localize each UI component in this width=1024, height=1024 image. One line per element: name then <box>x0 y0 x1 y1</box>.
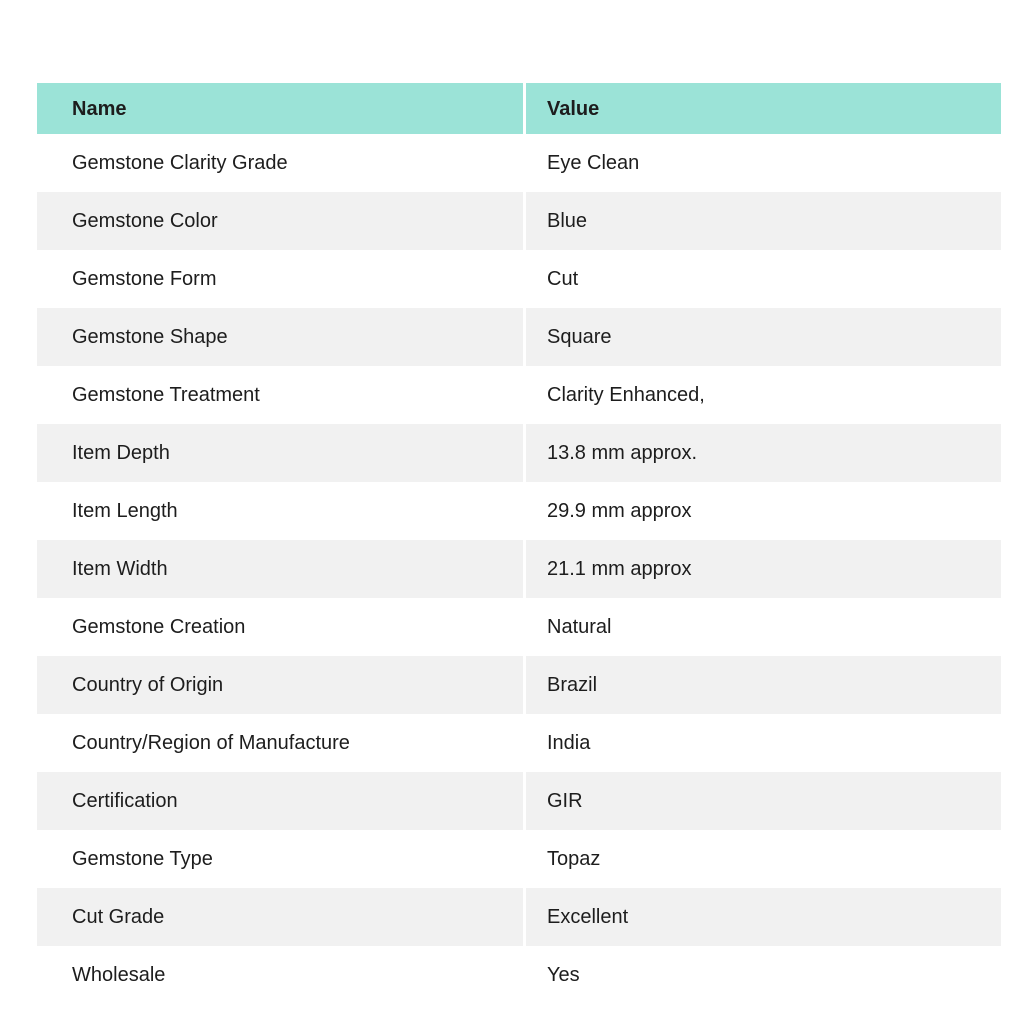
table-row <box>37 424 1001 482</box>
row-value: Eye Clean <box>526 134 1001 192</box>
table-row <box>37 540 1001 598</box>
column-header-value: Value <box>526 83 1001 134</box>
table-row <box>37 772 1001 830</box>
row-value: 21.1 mm approx <box>526 540 1001 598</box>
row-value: GIR <box>526 772 1001 830</box>
row-value: Cut <box>526 250 1001 308</box>
row-name: Gemstone Type <box>37 830 523 888</box>
table-row <box>37 656 1001 714</box>
row-value: Natural <box>526 598 1001 656</box>
row-value: Clarity Enhanced, <box>526 366 1001 424</box>
item-specifics-table <box>37 83 1001 1004</box>
column-header-name: Name <box>37 83 523 134</box>
table-header-row <box>37 83 1001 134</box>
row-name: Gemstone Clarity Grade <box>37 134 523 192</box>
table-row <box>37 308 1001 366</box>
row-value: India <box>526 714 1001 772</box>
row-value: Blue <box>526 192 1001 250</box>
table-row <box>37 946 1001 1004</box>
row-name: Gemstone Color <box>37 192 523 250</box>
row-name: Item Width <box>37 540 523 598</box>
row-name: Country/Region of Manufacture <box>37 714 523 772</box>
row-name: Gemstone Form <box>37 250 523 308</box>
table-row <box>37 366 1001 424</box>
row-value: Square <box>526 308 1001 366</box>
table-row <box>37 714 1001 772</box>
table-row <box>37 250 1001 308</box>
table-row <box>37 482 1001 540</box>
row-value: Brazil <box>526 656 1001 714</box>
table-row <box>37 192 1001 250</box>
row-value: 13.8 mm approx. <box>526 424 1001 482</box>
row-value: 29.9 mm approx <box>526 482 1001 540</box>
row-name: Gemstone Treatment <box>37 366 523 424</box>
table-row <box>37 598 1001 656</box>
row-name: Cut Grade <box>37 888 523 946</box>
row-name: Wholesale <box>37 946 523 1004</box>
table-row <box>37 134 1001 192</box>
row-name: Certification <box>37 772 523 830</box>
row-value: Yes <box>526 946 1001 1004</box>
row-name: Gemstone Creation <box>37 598 523 656</box>
table-row <box>37 888 1001 946</box>
row-name: Item Length <box>37 482 523 540</box>
row-name: Gemstone Shape <box>37 308 523 366</box>
row-value: Excellent <box>526 888 1001 946</box>
row-name: Country of Origin <box>37 656 523 714</box>
row-value: Topaz <box>526 830 1001 888</box>
row-name: Item Depth <box>37 424 523 482</box>
table-row <box>37 830 1001 888</box>
